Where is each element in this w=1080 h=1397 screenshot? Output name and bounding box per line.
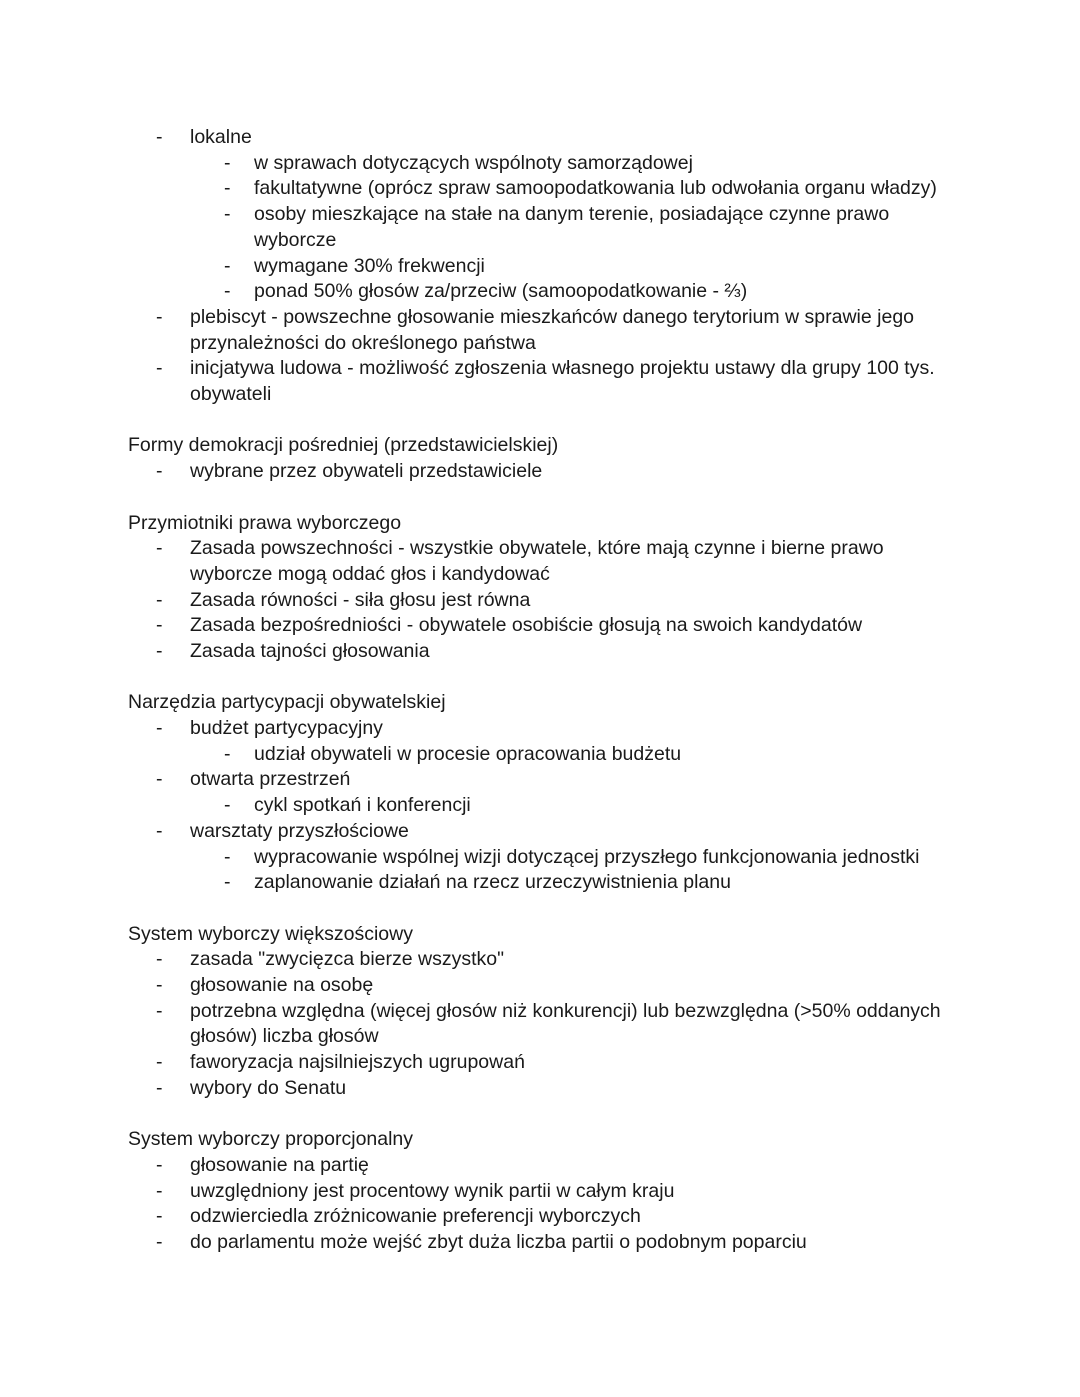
- bullet-list: [0, 1230, 1080, 1256]
- bullet-dash: -: [156, 460, 163, 483]
- bullet-dash: -: [156, 1205, 163, 1228]
- bullet-dash: -: [156, 1051, 163, 1074]
- bullet-list: [0, 1050, 1080, 1076]
- bullet-list: [0, 1204, 1080, 1230]
- sub-list-item: [224, 870, 954, 896]
- list-item: [156, 588, 950, 614]
- list-item-text: inicjatywa ludowa - możliwość zgłoszenia własnego projektu ustawy dla grupy 100 tys. obywateli: [190, 357, 935, 406]
- section: [0, 511, 1080, 665]
- bullet-dash: -: [156, 819, 163, 842]
- list-item: [156, 973, 950, 999]
- bullet-dash: -: [224, 871, 231, 894]
- list-item: [156, 356, 950, 407]
- bullet-dash: -: [156, 1231, 163, 1254]
- list-item: [156, 999, 950, 1050]
- document-page: [0, 125, 1080, 1281]
- section: [0, 1127, 1080, 1256]
- bullet-dash: -: [224, 177, 231, 200]
- bullet-dash: -: [224, 742, 231, 765]
- bullet-dash: -: [224, 203, 231, 226]
- list-item-text: potrzebna względna (więcej głosów niż konkurencji) lub bezwzględna (>50% oddanych głosów) liczba głosów: [190, 999, 941, 1048]
- sub-list-item: [224, 176, 954, 202]
- bullet-dash: -: [156, 537, 163, 560]
- bullet-dash: -: [224, 845, 231, 868]
- bullet-dash: -: [156, 974, 163, 997]
- bullet-dash: -: [156, 948, 163, 971]
- list-item: [156, 125, 950, 151]
- list-item-text: osoby mieszkające na stałe na danym terenie, posiadające czynne prawo wyborcze: [254, 203, 890, 251]
- list-item: [156, 1179, 950, 1205]
- bullet-list: [0, 1076, 1080, 1102]
- bullet-dash: -: [156, 305, 163, 328]
- bullet-dash: -: [156, 768, 163, 791]
- sub-list-item: [224, 279, 954, 305]
- bullet-list: [0, 947, 1080, 973]
- bullet-dash: -: [156, 1076, 163, 1099]
- bullet-dash: -: [156, 640, 163, 662]
- section-heading: Formy demokracji pośredniej (przedstawicielskiej): [128, 434, 559, 457]
- list-item-text: odzwierciedla zróżnicowanie preferencji wyborczych: [190, 1205, 641, 1228]
- bullet-dash: -: [156, 614, 163, 637]
- bullet-list: [0, 536, 1080, 587]
- list-item: [156, 536, 950, 587]
- sub-list-item: [224, 151, 954, 177]
- bullet-list: [0, 639, 1080, 665]
- intro-list-section: [0, 125, 1080, 408]
- list-item: [156, 767, 950, 793]
- list-item-text: wybory do Senatu: [190, 1076, 347, 1099]
- section-heading: Narzędzia partycypacji obywatelskiej: [128, 691, 446, 714]
- list-item: [156, 1153, 950, 1179]
- bullet-list: [0, 125, 1080, 305]
- bullet-dash: -: [156, 357, 163, 380]
- list-item-text: wypracowanie wspólnej wizji dotyczącej przyszłego funkcjonowania jednostki: [254, 845, 920, 868]
- bullet-dash: -: [224, 151, 231, 174]
- list-item-text: warsztaty przyszłościowe: [190, 819, 409, 842]
- list-item-text: faworyzacja najsilniejszych ugrupowań: [190, 1051, 525, 1074]
- list-item-text: wymagane 30% frekwencji: [254, 254, 485, 277]
- bullet-list: [0, 999, 1080, 1050]
- bullet-dash: -: [156, 1179, 163, 1202]
- list-item: [156, 639, 950, 665]
- list-item-text: do parlamentu może wejść zbyt duża liczba partii o podobnym poparciu: [190, 1231, 807, 1254]
- list-item-text: Zasada tajności głosowania: [190, 640, 430, 662]
- list-item-text: zaplanowanie działań na rzecz urzeczywistnienia planu: [254, 871, 731, 894]
- bullet-dash: -: [156, 717, 163, 740]
- list-item-text: lokalne: [190, 126, 252, 148]
- list-item: [156, 1204, 950, 1230]
- section: [0, 690, 1080, 896]
- bullet-list: [0, 1153, 1080, 1179]
- bullet-list: [0, 716, 1080, 767]
- section-heading: Przymiotniki prawa wyborczego: [128, 511, 402, 534]
- list-item-text: wybrane przez obywateli przedstawiciele: [190, 460, 543, 483]
- list-item: [156, 305, 950, 356]
- list-item: [156, 1230, 950, 1256]
- bullet-dash: -: [224, 254, 231, 277]
- list-item: [156, 819, 950, 845]
- list-item-text: udział obywateli w procesie opracowania budżetu: [254, 742, 682, 765]
- list-item: [156, 459, 950, 485]
- list-item-text: fakultatywne (oprócz spraw samoopodatkowania lub odwołania organu władzy): [254, 177, 937, 200]
- list-item-text: Zasada równości - siła głosu jest równa: [190, 588, 531, 611]
- list-item-text: plebiscyt - powszechne głosowanie mieszkańców danego terytorium w sprawie jego przynależności do określonego państwa: [190, 305, 915, 354]
- list-item-text: głosowanie na osobę: [190, 974, 374, 997]
- list-item-text: w sprawach dotyczących wspólnoty samorządowej: [254, 151, 693, 174]
- bullet-list: [0, 356, 1080, 407]
- section-heading: System wyborczy proporcjonalny: [128, 1128, 414, 1151]
- bullet-list: [0, 819, 1080, 896]
- list-item-text: Zasada powszechności - wszystkie obywatele, które mają czynne i bierne prawo wyborcze mogą oddać głos i kandydować: [190, 537, 884, 585]
- list-item: [156, 1050, 950, 1076]
- list-item-text: otwarta przestrzeń: [190, 768, 351, 791]
- bullet-dash: -: [224, 794, 231, 817]
- sub-list-item: [224, 845, 954, 871]
- list-item: [156, 716, 950, 742]
- sections-container: [0, 433, 1080, 1255]
- list-item-text: uwzględniony jest procentowy wynik partii w całym kraju: [190, 1179, 675, 1202]
- bullet-list: [0, 973, 1080, 999]
- section: [0, 433, 1080, 484]
- section-heading: System wyborczy większościowy: [128, 922, 413, 945]
- bullet-list: [0, 767, 1080, 818]
- list-item-text: budżet partycypacyjny: [190, 717, 383, 740]
- bullet-list: [0, 459, 1080, 485]
- list-item: [156, 1076, 950, 1102]
- sub-list-item: [224, 742, 954, 768]
- sub-list-item: [224, 202, 954, 253]
- list-item: [156, 947, 950, 973]
- bullet-list: [0, 613, 1080, 639]
- list-item-text: głosowanie na partię: [190, 1153, 369, 1176]
- list-item: [156, 613, 950, 639]
- bullet-dash: -: [156, 999, 163, 1022]
- bullet-dash: -: [156, 126, 163, 148]
- bullet-dash: -: [224, 280, 231, 303]
- list-item-text: Zasada bezpośredniości - obywatele osobiście głosują na swoich kandydatów: [190, 614, 863, 637]
- bullet-list: [0, 1179, 1080, 1205]
- section: [0, 922, 1080, 1102]
- list-item-text: ponad 50% głosów za/przeciw (samoopodatkowanie - ⅔): [254, 280, 748, 303]
- bullet-dash: -: [156, 1153, 163, 1176]
- sub-list-item: [224, 254, 954, 280]
- bullet-list: [0, 588, 1080, 614]
- bullet-dash: -: [156, 588, 163, 611]
- sub-list-item: [224, 793, 954, 819]
- bullet-list: [0, 305, 1080, 356]
- list-item-text: zasada "zwycięzca bierze wszystko": [190, 948, 505, 971]
- list-item-text: cykl spotkań i konferencji: [254, 794, 471, 817]
